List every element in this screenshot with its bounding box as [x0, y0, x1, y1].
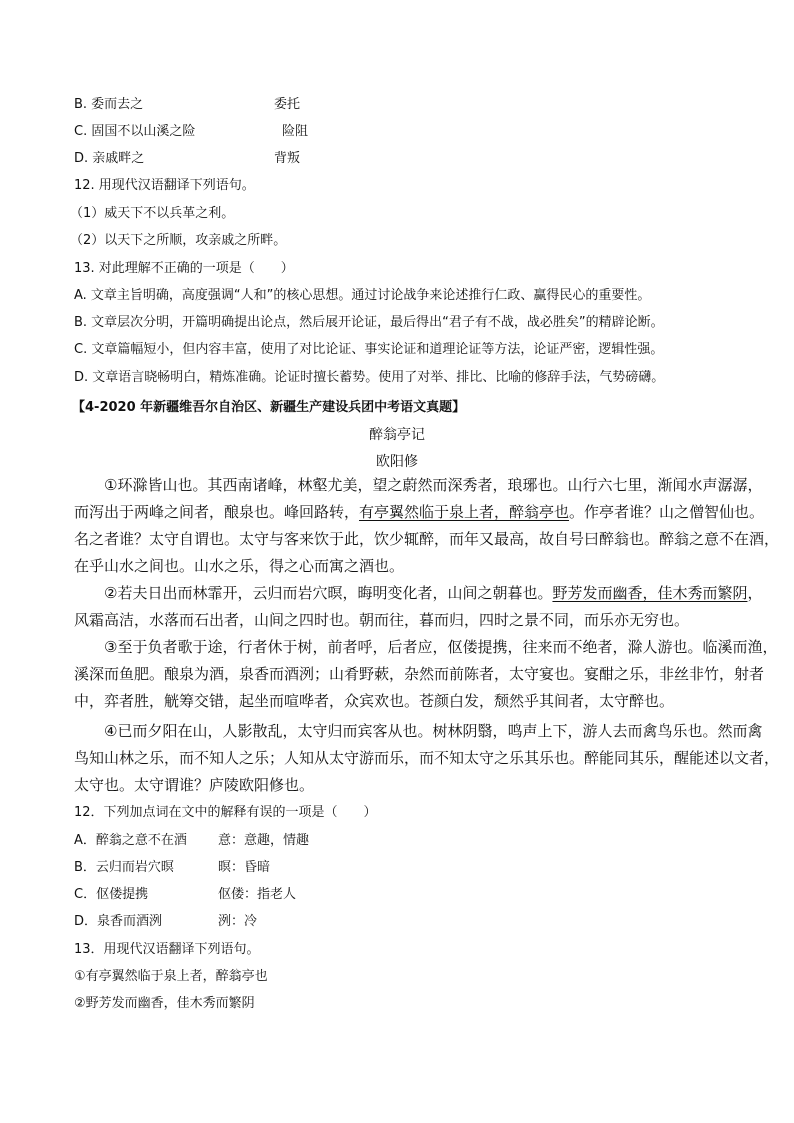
paragraph-line: 鸟知山林之乐，而不知人之乐；人知从太守游而乐，而不知太守之乐其乐也。醉能同其乐，醒能述以文者， [74, 749, 780, 767]
question-13b-item-2: ②野芳发而幽香，佳木秀而繁阴 [74, 996, 255, 1011]
option-label: B. 委而去之 [74, 97, 144, 112]
underlined-sentence: 野芳发而幽香，佳木秀而繁阴 [552, 584, 748, 602]
question-13-option-c: C. 文章篇幅短小，但内容丰富，使用了对比论证、事实论证和道理论证等方法，论证严密，逻辑性强。 [74, 342, 664, 357]
text-segment: ②若夫日出而林霏开，云归而岩穴暝，晦明变化者，山间之朝暮也。 [104, 584, 553, 602]
option-answer: 背叛 [274, 151, 301, 166]
passage-title: 醉翁亭记 [369, 427, 425, 443]
question-12-item-1: （1）威天下不以兵革之利。 [70, 206, 235, 221]
question-12b-option-d [74, 913, 258, 931]
question-12-item-2: （2）以天下之所顺，攻亲戚之所畔。 [70, 233, 287, 248]
paragraph-line: 名之者谁？太守自谓也。太守与客来饮于此，饮少辄醉，而年又最高，故自号曰醉翁也。醉翁之意不在酒， [74, 530, 780, 548]
question-13-option-d: D. 文章语言晓畅明白，精炼准确。论证时擅长蓄势。使用了对举、排比、比喻的修辞手法，气势磅礴。 [74, 370, 665, 385]
option-answer: 委托 [274, 97, 301, 112]
paragraph-1 [74, 472, 780, 580]
question-12: 12. 用现代汉语翻译下列语句。 [74, 178, 255, 193]
option-answer: 伛偻：指老人 [218, 887, 297, 902]
paragraph-line: ①环滁皆山也。其西南诸峰，林壑尤美，望之蔚然而深秀者，琅琊也。山行六七里，渐闻水声潺潺， [104, 476, 763, 494]
paragraph-line: 太守也。太守谓谁？庐陵欧阳修也。 [74, 776, 315, 794]
question-13-option-b: B. 文章层次分明，开篇明确提出论点，然后展开论证，最后得出“君子有不战，战必胜矣”的精辟论断。 [74, 315, 664, 330]
question-12b: 12．下列加点词在文中的解释有误的一项是（ ） [74, 805, 377, 820]
question-13: 13. 对此理解不正确的一项是（ ） [74, 261, 294, 276]
paragraph-line [74, 499, 765, 526]
text-segment: ， [747, 584, 763, 602]
option-answer: 洌：冷 [218, 914, 258, 929]
paragraph-line: 风霜高洁，水落而石出者，山间之四时也。朝而往，暮而归，四时之景不同，而乐亦无穷也。 [74, 611, 690, 629]
option-answer: 意：意趣，情趣 [218, 833, 310, 848]
option-b [74, 96, 301, 114]
question-12b-option-a [74, 832, 310, 850]
paragraph-line: ③至于负者歌于途，行者休于树，前者呼，后者应，伛偻提携，往来而不绝者，滁人游也。临溪而渔， [104, 638, 778, 656]
question-13b: 13．用现代汉语翻译下列语句。 [74, 942, 260, 957]
paragraph-3 [74, 634, 778, 715]
option-answer: 暝：昏暗 [218, 860, 271, 875]
option-label: A．醉翁之意不在酒 [74, 833, 187, 848]
section-heading: 【4-2020 年新疆维吾尔自治区、新疆生产建设兵团中考语文真题】 [72, 400, 466, 415]
passage-author: 欧阳修 [376, 454, 418, 470]
option-c [74, 123, 309, 141]
option-label: C．伛偻提携 [74, 887, 149, 902]
option-label: C. 固国不以山溪之险 [74, 124, 196, 139]
paragraph-2 [74, 580, 763, 634]
underlined-sentence: 有亭翼然临于泉上者，醉翁亭也 [359, 503, 570, 521]
option-answer: 险阻 [282, 124, 309, 139]
option-d [74, 150, 301, 168]
option-label: D. 亲戚畔之 [74, 151, 145, 166]
paragraph-line [74, 580, 763, 607]
text-segment: 。作亭者谁？山之僧智仙也。 [569, 503, 765, 521]
paragraph-line: 在乎山水之间也。山水之乐，得之心而寓之酒也。 [74, 557, 405, 575]
paragraph-4 [74, 718, 780, 799]
question-12b-option-b [74, 859, 271, 877]
text-segment: 而泻出于两峰之间者，酿泉也。峰回路转， [74, 503, 360, 521]
paragraph-line: 中，弈者胜，觥筹交错，起坐而喧哗者，众宾欢也。苍颜白发，颓然乎其间者，太守醉也。 [74, 692, 675, 710]
option-label: D．泉香而酒洌 [74, 914, 163, 929]
paragraph-line: 溪深而鱼肥。酿泉为酒，泉香而酒洌；山肴野蔌，杂然而前陈者，太守宴也。宴酣之乐，非丝非竹，射者 [74, 665, 765, 683]
option-label: B．云归而岩穴暝 [74, 860, 174, 875]
question-12b-option-c [74, 886, 297, 904]
paragraph-line: ④已而夕阳在山，人影散乱，太守归而宾客从也。树林阴翳，鸣声上下，游人去而禽鸟乐也。然而禽 [104, 722, 763, 740]
question-13-option-a: A. 文章主旨明确，高度强调“人和”的核心思想。通过讨论战争来论述推行仁政、赢得民心的重要性。 [74, 288, 651, 303]
question-13b-item-1: ①有亭翼然临于泉上者，醉翁亭也 [74, 969, 268, 984]
